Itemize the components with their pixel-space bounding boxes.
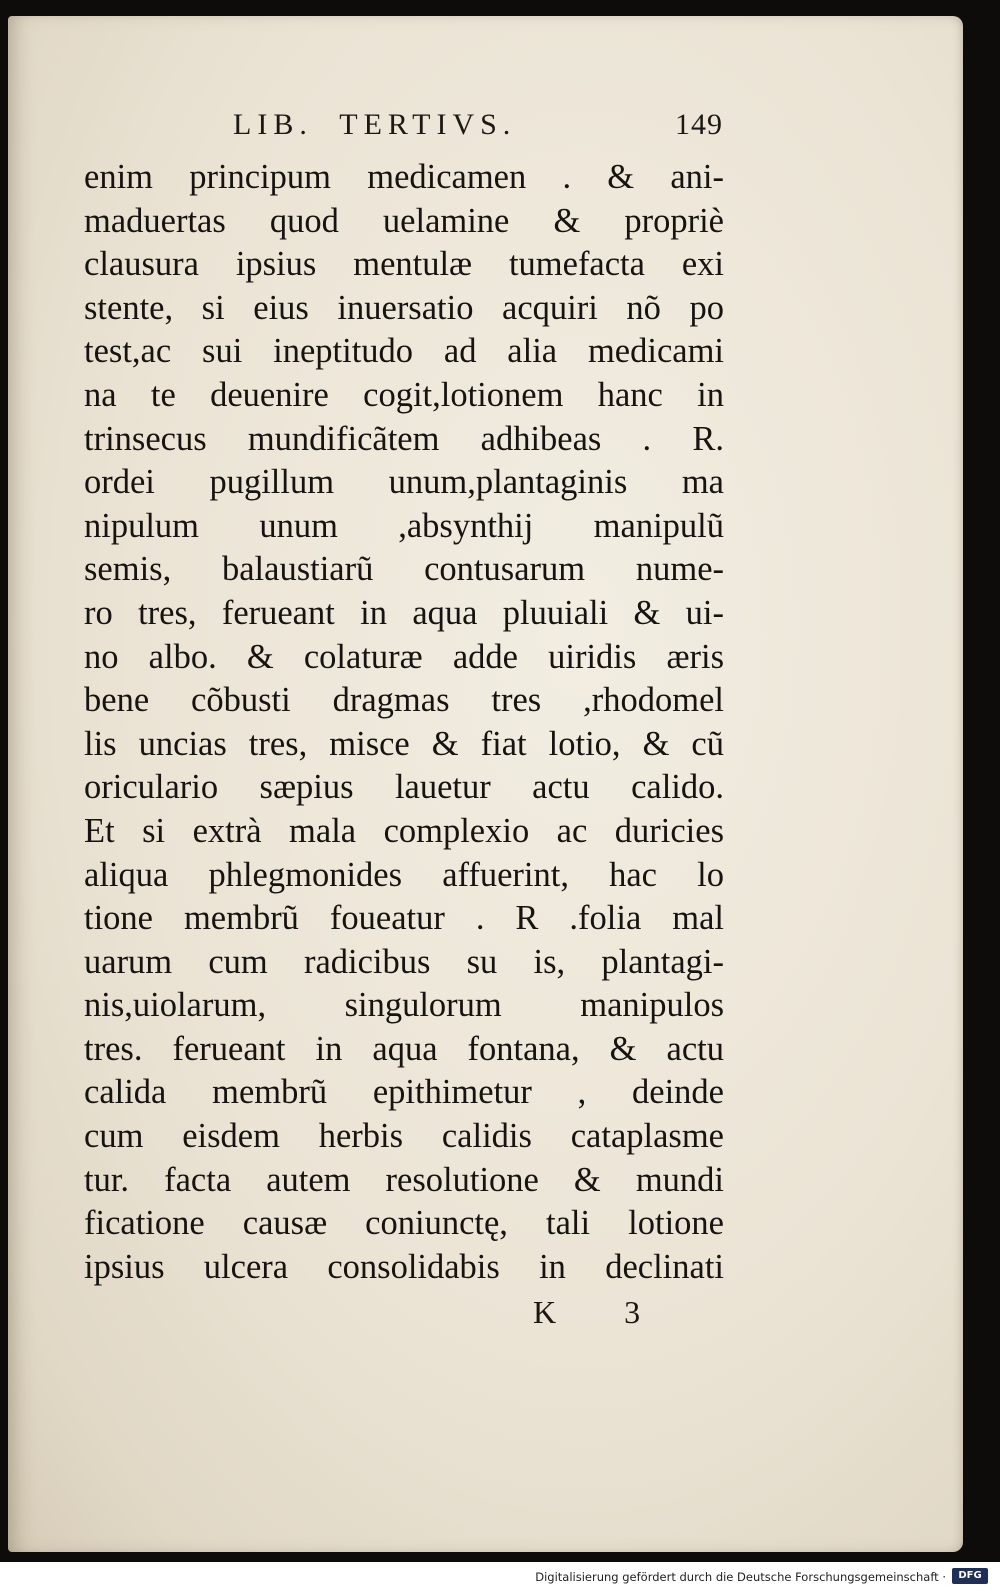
text-line: nipulum unum ,absynthij manipulũ (84, 506, 724, 545)
text-line: oriculario sæpius lauetur actu calido. (84, 768, 724, 807)
text-line: tres. ferueant in aqua fontana, & actu (84, 1029, 724, 1068)
signature-mark: K 3 (533, 1294, 671, 1330)
text-line: tione membrũ foueatur . R .folia mal (84, 899, 724, 938)
body-text (84, 156, 724, 1289)
text-line: enim principum medicamen . & ani- (84, 158, 724, 196)
text-line: stente, si eius inuersatio acquiri nõ po (84, 288, 724, 327)
text-line: lis uncias tres, misce & fiat lotio, & cũ (84, 724, 724, 763)
text-line: ficatione causæ coniunctę, tali lotione (84, 1204, 724, 1243)
text-line: no albo. & colaturæ adde uiridis æris (84, 637, 724, 676)
text-line: nis,uiolarum, singulorum manipulos (84, 986, 724, 1025)
text-line: na te deuenire cogit,lotionem hanc in (84, 375, 724, 414)
dfg-logo: DFG (952, 1568, 988, 1584)
text-line: cum eisdem herbis calidis cataplasme (84, 1117, 724, 1156)
funding-credit: Digitalisierung gefördert durch die Deutsche Forschungsgemeinschaft · (535, 1570, 946, 1584)
text-line: test,ac sui ineptitudo ad alia medicami (84, 332, 724, 371)
text-line: tur. facta autem resolutione & mundi (84, 1160, 724, 1199)
running-head-title: LIB. TERTIVS. (233, 108, 517, 141)
text-line: ipsius ulcera consolidabis in declinati (84, 1247, 724, 1286)
text-line: maduertas quod uelamine & propriè (84, 201, 724, 240)
footer-bar (0, 1562, 1000, 1592)
text-line: bene cõbusti dragmas tres ,rhodomel (84, 681, 724, 720)
text-line: ro tres, ferueant in aqua pluuiali & ui- (84, 593, 724, 632)
text-line: trinsecus mundificãtem adhibeas . R. (84, 419, 724, 458)
text-line: clausura ipsius mentulæ tumefacta exi (84, 245, 724, 284)
text-line: Et si extrà mala complexio ac duricies (84, 811, 724, 850)
text-line: semis, balaustiarũ contusarum nume- (84, 550, 724, 589)
text-line: aliqua phlegmonides affuerint, hac lo (84, 855, 724, 894)
book-page (8, 16, 963, 1552)
page-number: 149 (675, 108, 723, 141)
text-line: calida membrũ epithimetur , deinde (84, 1073, 724, 1112)
running-head (233, 108, 733, 148)
text-line: uarum cum radicibus su is, plantagi- (84, 942, 724, 981)
text-line: ordei pugillum unum,plantaginis ma (84, 463, 724, 502)
